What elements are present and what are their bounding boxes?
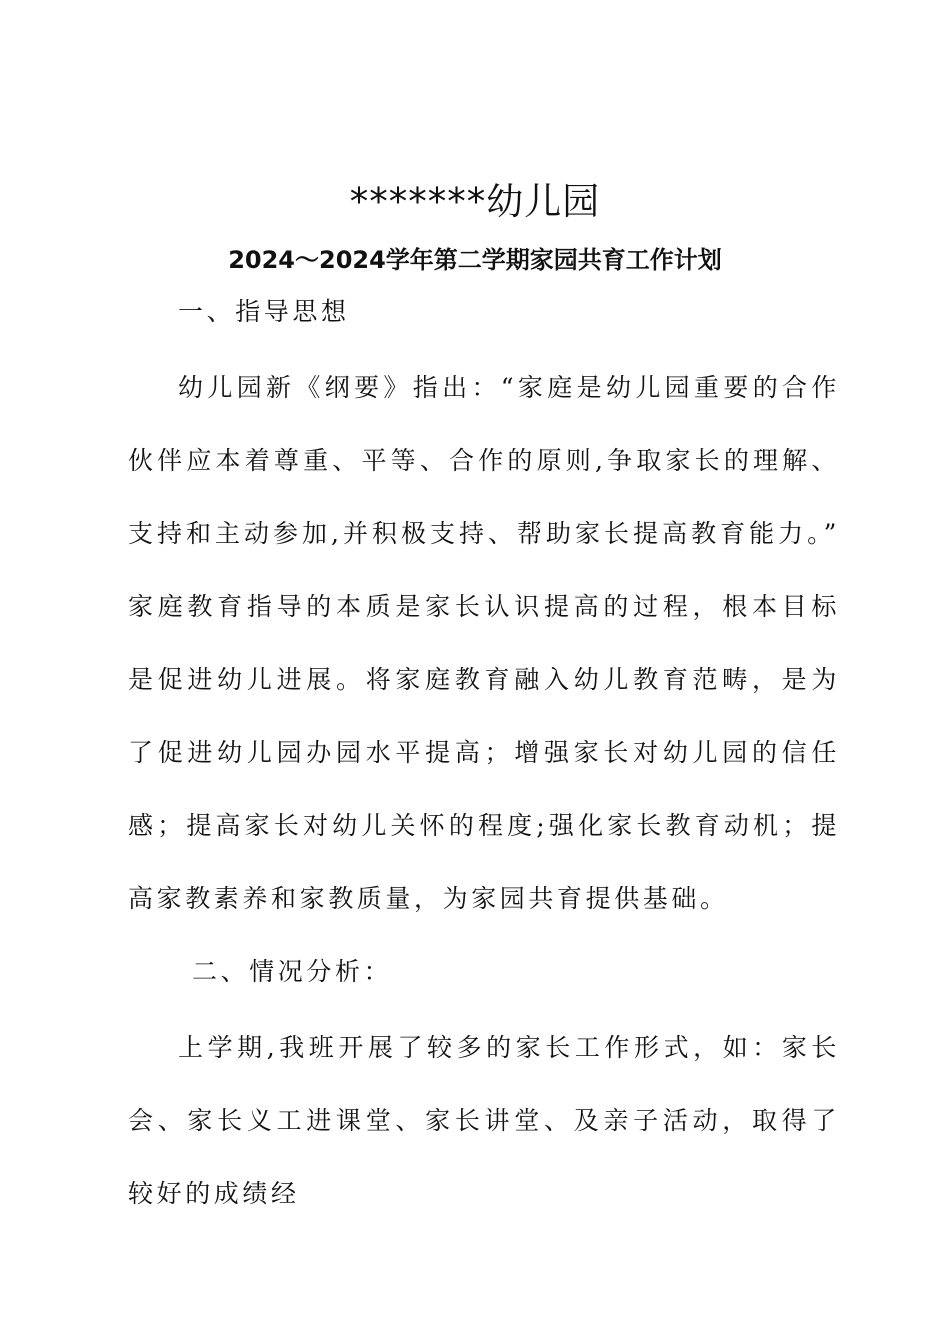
document-title: *******幼儿园	[349, 180, 601, 223]
document-body	[128, 293, 840, 1230]
section-heading-situation-analysis: 二、情况分析：	[192, 957, 393, 986]
document-subtitle: 2024～2024学年第二学期家园共育工作计划	[228, 246, 722, 274]
section-paragraph-situation-analysis: 上学期,我班开展了较多的家长工作形式，如：家长会、家长义工进课堂、家长讲堂、及亲子活动，取得了较好的成绩经	[128, 1033, 840, 1208]
section-heading-guiding-ideology: 一、指导思想	[178, 297, 350, 326]
section-paragraph-guiding-ideology: 幼儿园新《纲要》指出：“家庭是幼儿园重要的合作伙伴应本着尊重、平等、合作的原则,争取家长的理解、支持和主动参加,并积极支持、帮助家长提高教育能力。” 家庭教育指导的本质是家长认识提高的过程，根本目标是促进幼儿进展。将家庭教育融入幼儿教育范畴，是为了促进幼儿园办园水平提高；增强家长对幼儿园的信任感；提高家长对幼儿关怀的程度;强化家长教育动机；提高家教素养和家教质量，为家园共育提供基础。	[128, 373, 840, 913]
